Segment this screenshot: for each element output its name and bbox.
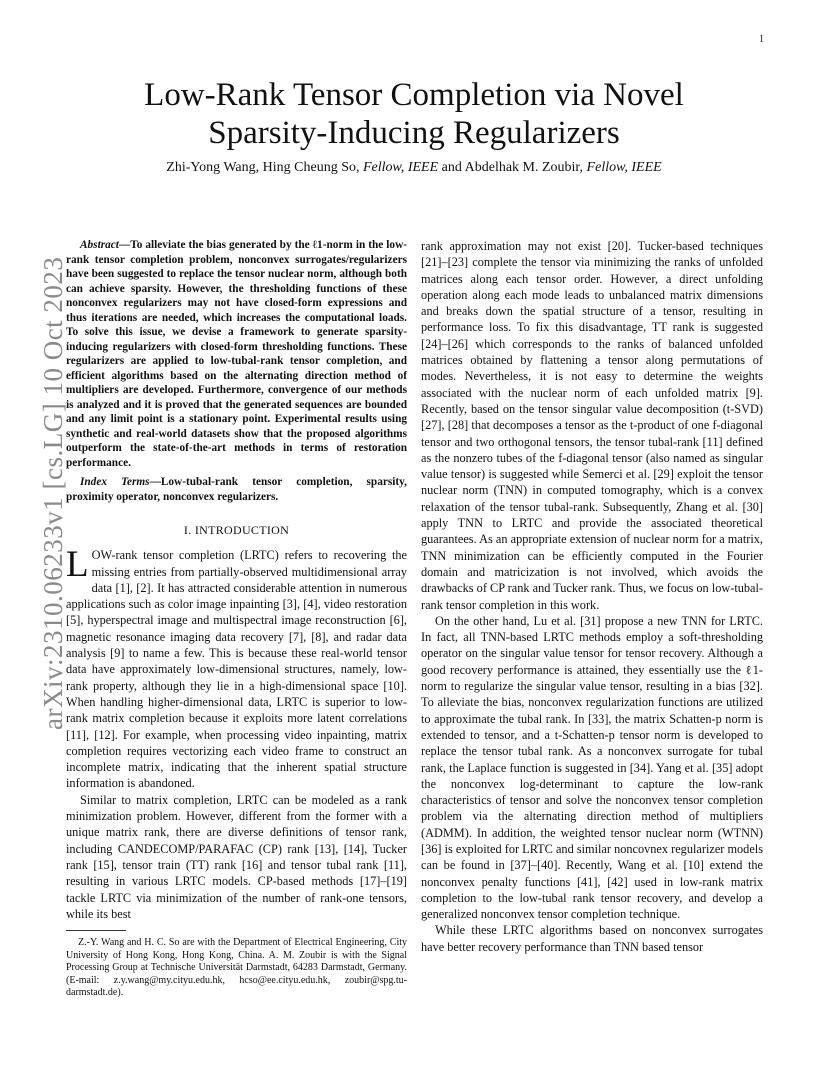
title-line-2: Sparsity-Inducing Regularizers	[208, 115, 620, 151]
paper-title	[80, 76, 748, 152]
fellow-title-1: Fellow, IEEE	[363, 160, 439, 175]
footnote-rule	[66, 930, 126, 931]
right-column	[421, 238, 763, 955]
abstract-text: —To alleviate the bias generated by the ℓ1-norm in the low-rank tensor completion problem, nonconvex surrogates/regularizers have been suggested to replace the tensor nuclear norm, although both can achieve sparsity. However, the thresholding functions of these nonconvex regularizers may not have closed-form expressions and thus iterations are needed, which increases the computational loads. To solve this issue, we devise a framework to generate sparsity-inducing regularizers with closed-form thresholding functions. These regularizers are applied to low-tubal-rank tensor completion, and efficient algorithms based on the alternating direction method of multipliers are developed. Furthermore, convergence of our methods is analyzed and it is proved that the generated sequences are bounded and any limit point is a stationary point. Experimental results using synthetic and real-world datasets show that the proposed algorithms outperform the state-of-the-art methods in terms of restoration performance.	[66, 239, 407, 469]
left-column	[66, 238, 407, 922]
author-list	[80, 160, 748, 176]
right-paragraph-3: While these LRTC algorithms based on nonconvex surrogates have better recovery performance than TNN based tensor	[421, 923, 763, 954]
arxiv-stamp: arXiv:2310.06233v1 [cs.LG] 10 Oct 2023	[38, 256, 68, 730]
index-terms-text: —Low-tubal-rank tensor completion, sparsity, proximity operator, nonconvex regularizers.	[66, 476, 408, 503]
fellow-title-2: Fellow, IEEE	[586, 160, 662, 175]
index-terms	[66, 475, 407, 504]
intro-paragraph-1	[66, 544, 407, 791]
author-names-2: and Abdelhak M. Zoubir,	[438, 160, 587, 175]
abstract-label: Abstract	[80, 239, 119, 251]
drop-cap: L	[66, 544, 89, 586]
affiliation-footnote: Z.-Y. Wang and H. C. So are with the Department of Electrical Engineering, City University of Hong Kong, Hong Kong, China. A. M. Zoubir is with the Signal Processing Group at Technische Universität Darmstadt, 64283 Darmstadt, Germany. (E-mail: z.y.wang@my.cityu.edu.hk, hcso@ee.cityu.edu.hk, zoubir@spg.tu-darmstadt.de).	[66, 937, 407, 999]
right-paragraph-2: On the other hand, Lu et al. [31] propose a new TNN for LRTC. In fact, all TNN-based LRTC methods employ a soft-thresholding operator on the singular value tensor for tensor recovery. Although a good recovery performance is attained, they essentially use the ℓ1-norm to regularize the singular value tensor, resulting in a bias [32]. To alleviate the bias, nonconvex regularization functions are utilized to approximate the tubal rank. In [33], the matrix Schatten-p norm is extended to tensor, and a t-Schatten-p tensor norm is developed to replace the tensor tubal rank. As a nonconvex surrogate for tubal rank, the Laplace function is suggested in [34]. Yang et al. [35] adopt the nonconvex log-determinant to capture the low-rank characteristics of tensor and solve the nonconvex tensor completion problem via the alternating direction method of multipliers (ADMM). In addition, the weighted tensor nuclear norm (WTNN) [36] is exploited for LRTC and similar noncovnex regularizer models can be found in [37]–[40]. Recently, Wang et al. [10] extend the nonconvex penalty functions [41], [42] used in low-rank matrix completion to the low-tubal rank tensor recovery, and develop a generalized nonconvex tensor completion technique.	[421, 613, 763, 922]
index-terms-label: Index Terms	[80, 476, 150, 488]
title-line-1: Low-Rank Tensor Completion via Novel	[144, 77, 684, 113]
intro-text-1: OW-rank tensor completion (LRTC) refers to recovering the missing entries from partially-observed multidimensional array data [1], [2]. It has attracted considerable attention in numerous applications such as color image inpainting [3], [4], video restoration [5], hyperspectral image and multispectral image reconstruction [6], magnetic resonance imaging data recovery [7], [8], and radar data analysis [9] to name a few. This is because these real-world tensor data have approximately low-dimensional structures, namely, low-rank property, although they lie in a high-dimensional space [10]. When handling higher-dimensional data, LRTC is superior to low-rank matrix completion because it exploits more latent correlations [11], [12]. For example, when processing video inpainting, matrix completion requires vectorizing each video frame to construct an incomplete matrix, indicating that the inherent spatial structure information is abandoned.	[66, 548, 407, 791]
section-heading: I. INTRODUCTION	[183, 523, 290, 537]
abstract	[66, 238, 407, 470]
intro-paragraph-2: Similar to matrix completion, LRTC can be modeled as a rank minimization problem. However, different from the former with a unique matrix rank, there are diverse definitions of tensor rank, including CANDECOMP/PARAFAC (CP) rank [13], [14], Tucker rank [15], tensor train (TT) rank [16] and tensor tubal rank [11], resulting in various LRTC models. CP-based methods [17]–[19] tackle LRTC via minimization of the number of rank-one tensors, while its best	[66, 792, 407, 921]
page-number: 1	[759, 34, 764, 45]
right-paragraph-1: rank approximation may not exist [20]. Tucker-based techniques [21]–[23] complete the tensor via minimizing the ranks of unfolded matrices along each tensor order. However, a direct unfolding operation along each mode leads to unbalanced matrix dimensions and breaks down the spatial structure of a tensor, resulting in performance loss. To fix this disadvantage, TT rank is suggested [24]–[26] which corresponds to the ranks of balanced unfolded matrices obtained by flattening a tensor along permutations of modes. Nevertheless, it is not easy to determine the weights associated with the nuclear norm of each unfolded matrix [9]. Recently, based on the tensor singular value decomposition (t-SVD) [27], [28] that decomposes a tensor as the t-product of one f-diagonal tensor and two orthogonal tensors, the tensor tubal-rank [11] defined as the nonzero tubes of the f-diagonal tensor (also named as singular value tensor) is suggested while Semerci et al. [29] exploit the tensor nuclear norm (TNN) in computed tomography, which is a convex relaxation of the tensor tubal-rank. Subsequently, Zhang et al. [30] apply TNN to LRTC and provide the associated theoretical guarantees. As an appropriate extension of nuclear norm for a matrix, TNN minimization can be efficiently computed in the Fourier domain and matricization is not involved, which avoids the drawbacks of CP rank and Tucker rank. Thus, we focus on low-tubal-rank tensor completion in this work.	[421, 239, 763, 612]
author-names-1: Zhi-Yong Wang, Hing Cheung So,	[166, 160, 363, 175]
